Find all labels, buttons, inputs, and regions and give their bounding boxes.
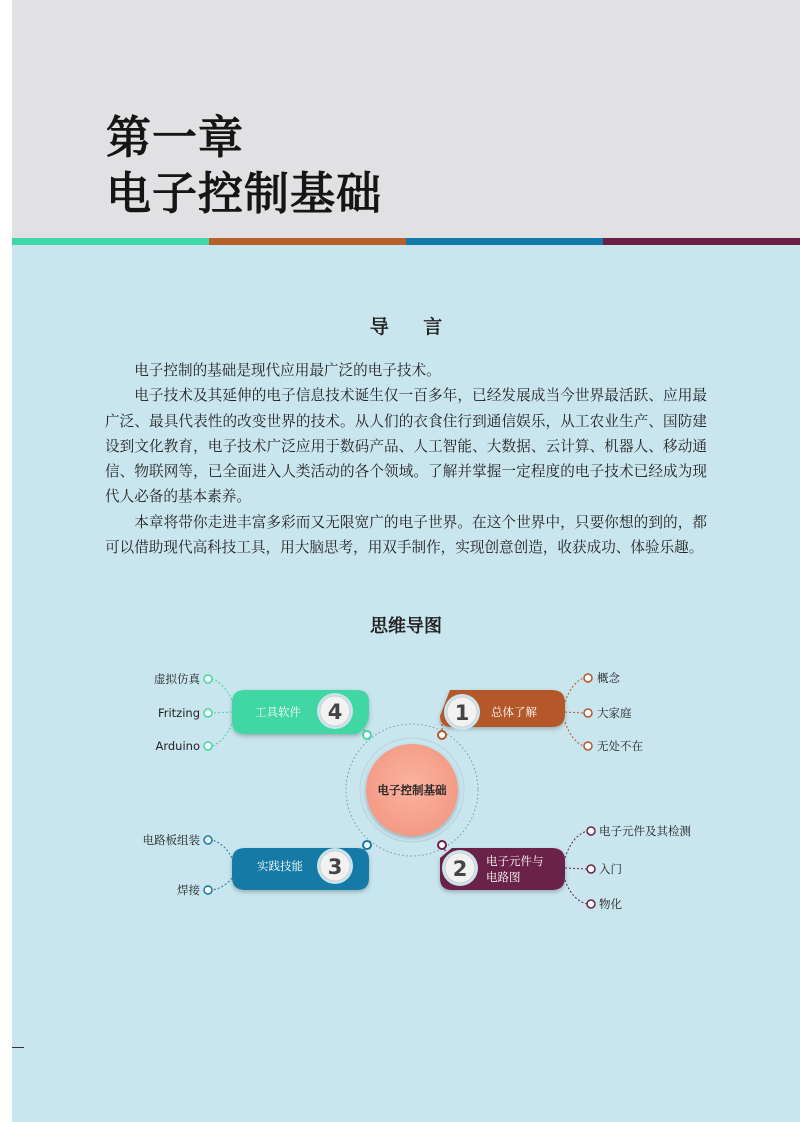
center-label: 电子控制基础	[377, 783, 447, 797]
branch-1-anchor	[438, 731, 446, 739]
branch-2	[438, 824, 691, 911]
leaf-label: 焊接	[177, 883, 200, 897]
leaf-label: 电子元件及其检测	[599, 824, 691, 838]
branch-4-label: 工具软件	[255, 705, 301, 719]
leaf-label: 虚拟仿真	[154, 672, 200, 686]
leaf-dot	[204, 836, 212, 844]
branch-3	[143, 833, 372, 897]
branch-3-number: 3	[327, 855, 343, 879]
center-node	[360, 738, 464, 842]
mindmap-heading: 思维导图	[370, 616, 442, 637]
leaf-label: 概念	[597, 671, 620, 685]
intro-paragraph: 电子技术及其延伸的电子信息技术诞生仅一百多年，已经发展成当今世界最活跃、应用最广泛、最具代表性的改变世界的技术。从人们的衣食住行到通信娱乐，从工农业生产、国防建设到文化教育，电子技术广泛应用于数码产品、人工智能、大数据、云计算、机器人、移动通信、物联网等，已全面进入人类活动的各个领域。了解并掌握一定程度的电子技术已经成为现代人必备的基本素养。	[105, 387, 707, 506]
leaf-dot	[204, 675, 212, 683]
margin-mark	[12, 1047, 24, 1048]
intro-paragraph: 电子控制的基础是现代应用最广泛的电子技术。	[134, 362, 441, 379]
mindmap-diagram	[12, 0, 800, 1122]
leaf-dot	[584, 674, 592, 682]
leaf-label: 大家庭	[597, 706, 632, 720]
branch-2-label-line2: 电路图	[486, 870, 521, 884]
leaf-dot	[204, 742, 212, 750]
leaf-label: 入门	[599, 862, 622, 876]
branch-1	[438, 671, 643, 753]
leaf-label: 物化	[599, 897, 622, 911]
page	[12, 0, 800, 1122]
leaf-dot	[584, 709, 592, 717]
leaf-label: Arduino	[155, 739, 200, 753]
branch-4-anchor	[363, 731, 371, 739]
chapter-number: 第一章	[106, 111, 245, 164]
intro-heading: 导 言	[369, 316, 457, 338]
branch-4	[154, 672, 371, 753]
branch-2-number: 2	[452, 857, 468, 881]
leaf-dot	[587, 900, 595, 908]
leaf-dot	[204, 709, 212, 717]
branch-2-label-line1: 电子元件与	[486, 854, 544, 868]
leaf-dot	[204, 886, 212, 894]
branch-1-number: 1	[454, 701, 470, 725]
branch-3-anchor	[363, 841, 371, 849]
leaf-dot	[587, 827, 595, 835]
branch-3-label: 实践技能	[257, 859, 303, 873]
chapter-name: 电子控制基础	[106, 167, 383, 220]
branch-1-label: 总体了解	[491, 705, 537, 719]
intro-paragraph: 本章将带你走进丰富多彩而又无限宽广的电子世界。在这个世界中，只要你想的到的，都可以借助现代高科技工具，用大脑思考，用双手制作，实现创意创造，收获成功、体验乐趣。	[105, 513, 707, 557]
leaf-label: 电路板组装	[142, 833, 200, 847]
leaf-label: 无处不在	[597, 739, 643, 753]
branch-2-anchor	[438, 841, 446, 849]
leaf-label: Fritzing	[157, 706, 200, 720]
leaf-dot	[587, 865, 595, 873]
branch-4-number: 4	[327, 700, 343, 724]
leaf-dot	[584, 742, 592, 750]
